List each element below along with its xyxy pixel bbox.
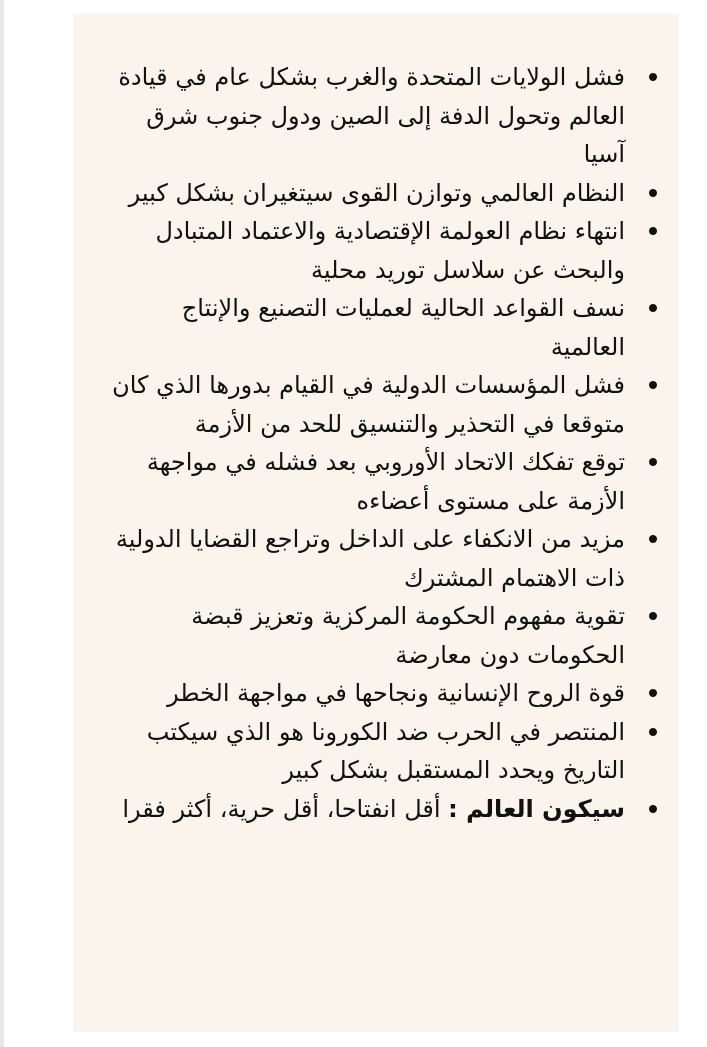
list-item — [109, 520, 661, 597]
bullet-icon — [649, 458, 657, 466]
bullet-icon — [649, 304, 657, 312]
bullet-icon — [649, 805, 657, 813]
list-item-text: نسف القواعد الحالية لعمليات التصنيع والإنتاج العالمية — [181, 294, 625, 361]
content-card — [73, 14, 679, 1032]
bullet-icon — [649, 381, 657, 389]
list-item-text: تقوية مفهوم الحكومة المركزية وتعزيز قبضة الحكومات دون معارضة — [191, 602, 625, 669]
conclusion-label: سيكون العالم : — [448, 794, 625, 823]
list-item — [109, 212, 661, 289]
bullet-list — [109, 58, 661, 828]
list-item-text: فشل الولايات المتحدة والغرب بشكل عام في قيادة العالم وتحول الدفة إلى الصين ودول جنوب شرق آسيا — [118, 63, 625, 168]
list-item-text: توقع تفكك الاتحاد الأوروبي بعد فشله في مواجهة الأزمة على مستوى أعضاءه — [146, 448, 625, 515]
list-item — [109, 366, 661, 443]
list-item — [109, 597, 661, 674]
list-item-text: المنتصر في الحرب ضد الكورونا هو الذي سيكتب التاريخ ويحدد المستقبل بشكل كبير — [146, 717, 625, 784]
bullet-icon — [649, 728, 657, 736]
bullet-icon — [649, 612, 657, 620]
bullet-icon — [649, 689, 657, 697]
list-item-text: فشل المؤسسات الدولية في القيام بدورها الذي كان متوقعا في التحذير والتنسيق للحد من الأزمة — [112, 371, 625, 438]
bullet-icon — [649, 227, 657, 235]
list-item-conclusion — [109, 790, 661, 829]
list-item — [109, 443, 661, 520]
list-item-text: قوة الروح الإنسانية ونجاحها في مواجهة الخطر — [167, 679, 625, 707]
bullet-icon — [649, 535, 657, 543]
list-item-text: انتهاء نظام العولمة الإقتصادية والاعتماد المتبادل والبحث عن سلاسل توريد محلية — [155, 217, 625, 284]
list-item — [109, 289, 661, 366]
list-item-text: مزيد من الانكفاء على الداخل وتراجع القضايا الدولية ذات الاهتمام المشترك — [115, 525, 625, 592]
list-item — [109, 713, 661, 790]
left-edge-divider — [0, 0, 4, 1047]
list-item — [109, 58, 661, 174]
bullet-icon — [649, 189, 657, 197]
list-item-text: أقل انفتاحا، أقل حرية، أكثر فقرا — [122, 794, 449, 823]
list-item-text: النظام العالمي وتوازن القوى سيتغيران بشكل كبير — [128, 178, 625, 207]
list-item — [109, 174, 661, 213]
list-item — [109, 674, 661, 713]
bullet-icon — [649, 73, 657, 81]
